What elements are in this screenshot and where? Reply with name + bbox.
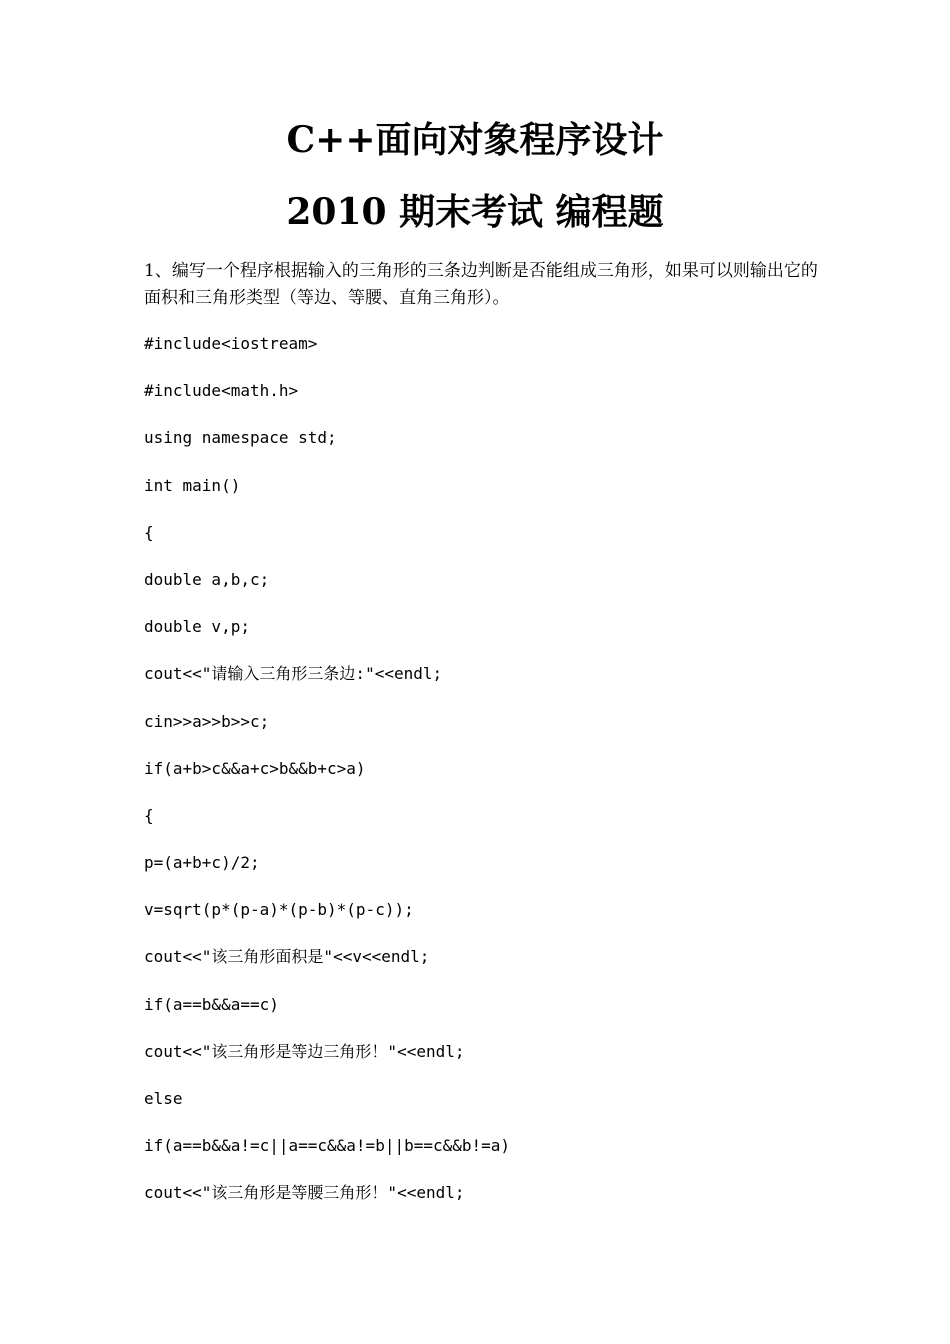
code-line: cout<<"请输入三角形三条边:"<<endl; [144,664,443,684]
code-line: p=(a+b+c)/2; [144,853,260,873]
document-subtitle: 2010 期末考试 编程题 [286,191,664,233]
code-block [144,330,510,1227]
code-line: if(a==b&&a==c) [144,994,279,1014]
code-line: cout<<"该三角形是等边三角形！"<<endl; [144,1041,465,1061]
code-line: if(a+b>c&&a+c>b&&b+c>a) [144,758,366,778]
question-text: 1、编写一个程序根据输入的三角形的三条边判断是否能组成三角形，如果可以则输出它的面积和三角形类型（等边、等腰、直角三角形）。 [144,261,818,308]
code-line: { [144,522,154,542]
code-line: cout<<"该三角形面积是"<<v<<endl; [144,947,430,967]
code-line: { [144,805,154,825]
code-line: v=sqrt(p*(p-a)*(p-b)*(p-c)); [144,900,414,920]
code-line: double v,p; [144,617,250,637]
code-line: cin>>a>>b>>c; [144,711,270,731]
code-line: using namespace std; [144,428,337,448]
code-line: #include<math.h> [144,381,299,401]
document-title: C++面向对象程序设计 [286,119,664,161]
code-line: cout<<"该三角形是等腰三角形！"<<endl; [144,1183,465,1203]
code-line: int main() [144,475,241,495]
code-line: double a,b,c; [144,569,270,589]
code-line: #include<iostream> [144,334,318,353]
code-line: if(a==b&&a!=c||a==c&&a!=b||b==c&&b!=a) [144,1136,511,1156]
code-line: else [144,1089,183,1108]
